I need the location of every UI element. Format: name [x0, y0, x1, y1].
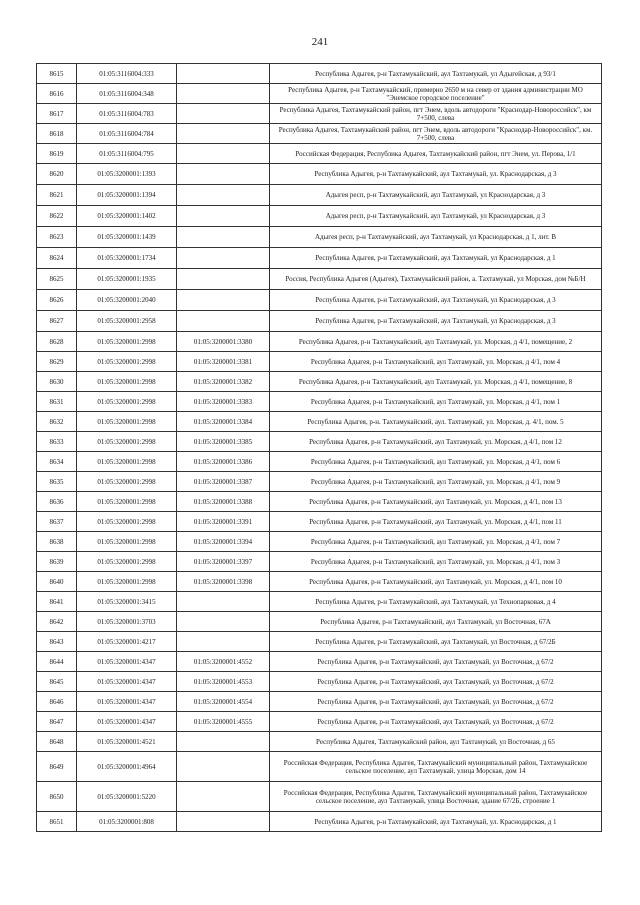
address: Республика Адыгея, р-н Тахтамукайский, аул Тахтамукай, ул. Морская, д 4/1, пом 3: [270, 552, 602, 572]
related-cadastral-number: [177, 248, 270, 269]
address: Адыгея респ, р-н Тахтамукайский, аул Тахтамукай, ул Краснодарская, д 1, лит. В: [270, 227, 602, 248]
table-row: [37, 652, 602, 672]
related-cadastral-number: [177, 612, 270, 632]
related-cadastral-number: [177, 227, 270, 248]
row-number: 8628: [37, 332, 77, 352]
cadastral-number: 01:05:3200001:2998: [77, 512, 177, 532]
address: Республика Адыгея, Тахтамукайский район, пгт Энем, вдоль автодороги "Краснодар-Новороссийск", км 7+500, слева: [270, 104, 602, 124]
address: Республика Адыгея, р-н Тахтамукайский, аул Тахтамукай, ул. Морская, д 4/1, пом 9: [270, 472, 602, 492]
address: Российская Федерация, Республика Адыгея, Тахтамукайский район, пгт Энем, ул. Перова, 1/1: [270, 144, 602, 164]
row-number: 8631: [37, 392, 77, 412]
address: Республика Адыгея, р-н Тахтамукайский, аул Тахтамукай, ул Восточная, д 67/2Б: [270, 632, 602, 652]
registry-table: [36, 63, 602, 832]
table-row: [37, 290, 602, 311]
row-number: 8647: [37, 712, 77, 732]
address: Республика Адыгея, р-н Тахтамукайский, аул Тахтамукай, ул Краснодарская, д 3: [270, 290, 602, 311]
table-row: [37, 712, 602, 732]
row-number: 8643: [37, 632, 77, 652]
related-cadastral-number: [177, 144, 270, 164]
cadastral-number: 01:05:3200001:2998: [77, 532, 177, 552]
address: Республика Адыгея, р-н Тахтамукайский, аул Тахтамукай, ул. Морская, д 4/1, пом 10: [270, 572, 602, 592]
table-row: [37, 144, 602, 164]
address: Российская Федерация, Республика Адыгея, Тахтамукайский муниципальный район, Тахтамукайское сельское поселение, аул Тахтамукай, улица Морская, дом 14: [270, 752, 602, 782]
cadastral-number: 01:05:3200001:2998: [77, 452, 177, 472]
table-row: [37, 632, 602, 652]
related-cadastral-number: [177, 632, 270, 652]
cadastral-number: 01:05:3200001:2998: [77, 432, 177, 452]
address: Республика Адыгея, р-н Тахтамукайский, аул Тахтамукай, ул. Морская, д 4/1, пом 11: [270, 512, 602, 532]
table-row: [37, 352, 602, 372]
address: Республика Адыгея, р-н Тахтамукайский, аул Тахтамукай, ул Восточная, 67А: [270, 612, 602, 632]
table-row: [37, 572, 602, 592]
related-cadastral-number: 01:05:3200001:3386: [177, 452, 270, 472]
address: Республика Адыгея, р-н Тахтамукайский, аул Тахтамукай, ул Технопарковая, д 4: [270, 592, 602, 612]
address: Республика Адыгея, р-н Тахтамукайский, аул Тахтамукай, ул Краснодарская, д 3: [270, 311, 602, 332]
table-row: [37, 732, 602, 752]
row-number: 8636: [37, 492, 77, 512]
row-number: 8623: [37, 227, 77, 248]
table-row: [37, 552, 602, 572]
address: Республика Адыгея, р-н Тахтамукайский, примерно 2650 м на север от здания администрации МО "Энемское городское поселение": [270, 84, 602, 104]
cadastral-number: 01:05:3200001:4347: [77, 712, 177, 732]
cadastral-number: 01:05:3200001:4964: [77, 752, 177, 782]
address: Республика Адыгея, р-н Тахтамукайский, аул Тахтамукай, ул. Морская, д 4/1, пом 12: [270, 432, 602, 452]
row-number: 8635: [37, 472, 77, 492]
address: Республика Адыгея, р-н Тахтамукайский, аул Тахтамукай, ул. Краснодарская, д 1: [270, 812, 602, 832]
table-row: [37, 206, 602, 227]
related-cadastral-number: [177, 782, 270, 812]
table-row: [37, 372, 602, 392]
related-cadastral-number: [177, 164, 270, 185]
table-row: [37, 532, 602, 552]
row-number: 8634: [37, 452, 77, 472]
address: Республика Адыгея, р-н Тахтамукайский, аул Тахтамукай, ул. Морская, д 4/1, пом 6: [270, 452, 602, 472]
related-cadastral-number: [177, 732, 270, 752]
row-number: 8646: [37, 692, 77, 712]
table-row: [37, 164, 602, 185]
related-cadastral-number: [177, 592, 270, 612]
table-row: [37, 692, 602, 712]
address: Республика Адыгея, р-н Тахтамукайский, аул Тахтамукай, ул. Морская, д 4/1, пом 13: [270, 492, 602, 512]
related-cadastral-number: 01:05:3200001:3397: [177, 552, 270, 572]
related-cadastral-number: [177, 290, 270, 311]
table-row: [37, 752, 602, 782]
cadastral-number: 01:05:3200001:1402: [77, 206, 177, 227]
cadastral-number: 01:05:3116004:783: [77, 104, 177, 124]
related-cadastral-number: 01:05:3200001:3388: [177, 492, 270, 512]
row-number: 8633: [37, 432, 77, 452]
cadastral-number: 01:05:3200001:4347: [77, 672, 177, 692]
address: Республика Адыгея, Тахтамукайский район, пгт Энем, вдоль автодороги "Краснодар-Новороссийск", км. 7+500, слева: [270, 124, 602, 144]
row-number: 8642: [37, 612, 77, 632]
table-row: [37, 452, 602, 472]
table-row: [37, 592, 602, 612]
table-row: [37, 269, 602, 290]
row-number: 8640: [37, 572, 77, 592]
address: Республика Адыгея, р-н Тахтамукайский, аул Тахтамукай, ул. Краснодарская, д 3: [270, 164, 602, 185]
cadastral-number: 01:05:3200001:4347: [77, 692, 177, 712]
table-row: [37, 104, 602, 124]
table-row: [37, 512, 602, 532]
related-cadastral-number: [177, 311, 270, 332]
cadastral-number: 01:05:3200001:4347: [77, 652, 177, 672]
related-cadastral-number: [177, 64, 270, 84]
related-cadastral-number: 01:05:3200001:3382: [177, 372, 270, 392]
cadastral-number: 01:05:3116004:333: [77, 64, 177, 84]
row-number: 8648: [37, 732, 77, 752]
related-cadastral-number: 01:05:3200001:3381: [177, 352, 270, 372]
related-cadastral-number: [177, 124, 270, 144]
row-number: 8626: [37, 290, 77, 311]
table-row: [37, 185, 602, 206]
row-number: 8637: [37, 512, 77, 532]
row-number: 8632: [37, 412, 77, 432]
address: Российская Федерация, Республика Адыгея, Тахтамукайский муниципальный район, Тахтамукайское сельское поселение, аул Тахтамукай, улица Восточная, здание 67/2Б, строение 1: [270, 782, 602, 812]
cadastral-number: 01:05:3200001:808: [77, 812, 177, 832]
cadastral-number: 01:05:3200001:1394: [77, 185, 177, 206]
related-cadastral-number: 01:05:3200001:4552: [177, 652, 270, 672]
cadastral-number: 01:05:3116004:795: [77, 144, 177, 164]
related-cadastral-number: [177, 812, 270, 832]
address: Республика Адыгея, р-н Тахтамукайский, аул Тахтамукай, ул. Морская, д 4/1, пом 7: [270, 532, 602, 552]
row-number: 8649: [37, 752, 77, 782]
address: Республика Адыгея, р-н Тахтамукайский, аул Тахтамукай, ул Восточная, д 67/2: [270, 672, 602, 692]
cadastral-number: 01:05:3200001:4217: [77, 632, 177, 652]
related-cadastral-number: 01:05:3200001:3391: [177, 512, 270, 532]
address: Республика Адыгея, р-н Тахтамукайский, аул Тахтамукай, ул. Морская, д 4/1, помещение, 8: [270, 372, 602, 392]
table-row: [37, 392, 602, 412]
address: Республика Адыгея, р-н Тахтамукайский, аул Тахтамукай, ул Восточная, д 67/2: [270, 692, 602, 712]
address: Республика Адыгея, р-н Тахтамукайский, аул Тахтамукай, ул Восточная, д 67/2: [270, 652, 602, 672]
row-number: 8618: [37, 124, 77, 144]
table-row: [37, 412, 602, 432]
related-cadastral-number: 01:05:3200001:3398: [177, 572, 270, 592]
related-cadastral-number: 01:05:3200001:3380: [177, 332, 270, 352]
row-number: 8639: [37, 552, 77, 572]
address: Республика Адыгея, Тахтамукайский район, аул Тахтамукай, ул Восточная, д 65: [270, 732, 602, 752]
row-number: 8616: [37, 84, 77, 104]
cadastral-number: 01:05:3200001:2998: [77, 552, 177, 572]
cadastral-number: 01:05:3116004:348: [77, 84, 177, 104]
row-number: 8617: [37, 104, 77, 124]
table-row: [37, 492, 602, 512]
table-row: [37, 782, 602, 812]
related-cadastral-number: [177, 752, 270, 782]
cadastral-number: 01:05:3200001:2040: [77, 290, 177, 311]
cadastral-number: 01:05:3200001:3415: [77, 592, 177, 612]
address: Республика Адыгея, р-н Тахтамукайский, аул Тахтамукай, ул Восточная, д 67/2: [270, 712, 602, 732]
cadastral-number: 01:05:3200001:3703: [77, 612, 177, 632]
row-number: 8621: [37, 185, 77, 206]
row-number: 8615: [37, 64, 77, 84]
related-cadastral-number: 01:05:3200001:4555: [177, 712, 270, 732]
table-row: [37, 672, 602, 692]
table-row: [37, 311, 602, 332]
address: Адыгея респ, р-н Тахтамукайский, аул Тахтамукай, ул Краснодарская, д 3: [270, 206, 602, 227]
related-cadastral-number: 01:05:3200001:3385: [177, 432, 270, 452]
row-number: 8625: [37, 269, 77, 290]
cadastral-number: 01:05:3200001:1439: [77, 227, 177, 248]
row-number: 8641: [37, 592, 77, 612]
address: Россия, Республика Адыгея (Адыгея), Тахтамукайский район, а. Тахтамукай, ул Морская, дом №Б/Н: [270, 269, 602, 290]
address: Республика Адыгея, р-н Тахтамукайский, аул Тахтамукай, ул. Морская, д 4/1, пом 4: [270, 352, 602, 372]
row-number: 8630: [37, 372, 77, 392]
cadastral-number: 01:05:3200001:2998: [77, 392, 177, 412]
table-row: [37, 124, 602, 144]
table-row: [37, 472, 602, 492]
table-row: [37, 227, 602, 248]
related-cadastral-number: 01:05:3200001:3383: [177, 392, 270, 412]
registry-table-body: [37, 64, 602, 832]
row-number: 8627: [37, 311, 77, 332]
cadastral-number: 01:05:3200001:2998: [77, 572, 177, 592]
related-cadastral-number: 01:05:3200001:3384: [177, 412, 270, 432]
table-row: [37, 812, 602, 832]
cadastral-number: 01:05:3200001:2998: [77, 492, 177, 512]
related-cadastral-number: 01:05:3200001:4553: [177, 672, 270, 692]
row-number: 8620: [37, 164, 77, 185]
row-number: 8645: [37, 672, 77, 692]
table-row: [37, 84, 602, 104]
row-number: 8644: [37, 652, 77, 672]
row-number: 8629: [37, 352, 77, 372]
address: Республика Адыгея, р-н Тахтамукайский, аул Тахтамукай, ул Краснодарская, д 1: [270, 248, 602, 269]
table-row: [37, 332, 602, 352]
related-cadastral-number: [177, 206, 270, 227]
related-cadastral-number: [177, 84, 270, 104]
table-row: [37, 432, 602, 452]
address: Республика Адыгея, р-н Тахтамукайский, аул Тахтамукай, ул. Морская, д 4/1, пом 1: [270, 392, 602, 412]
cadastral-number: 01:05:3200001:2998: [77, 332, 177, 352]
related-cadastral-number: [177, 104, 270, 124]
row-number: 8622: [37, 206, 77, 227]
cadastral-number: 01:05:3116004:784: [77, 124, 177, 144]
cadastral-number: 01:05:3200001:1734: [77, 248, 177, 269]
address: Адыгея респ, р-н Тахтамукайский, аул Тахтамукай, ул Краснодарская, д 3: [270, 185, 602, 206]
table-row: [37, 248, 602, 269]
row-number: 8650: [37, 782, 77, 812]
cadastral-number: 01:05:3200001:1393: [77, 164, 177, 185]
row-number: 8651: [37, 812, 77, 832]
related-cadastral-number: [177, 269, 270, 290]
related-cadastral-number: 01:05:3200001:3387: [177, 472, 270, 492]
page-number: 241: [311, 36, 329, 48]
cadastral-number: 01:05:3200001:2958: [77, 311, 177, 332]
address: Республика Адыгея, р-н Тахтамукайский, аул Тахтамукай, ул Адыгейская, д 93/1: [270, 64, 602, 84]
cadastral-number: 01:05:3200001:2998: [77, 412, 177, 432]
cadastral-number: 01:05:3200001:5220: [77, 782, 177, 812]
row-number: 8624: [37, 248, 77, 269]
cadastral-number: 01:05:3200001:2998: [77, 352, 177, 372]
cadastral-number: 01:05:3200001:2998: [77, 472, 177, 492]
cadastral-number: 01:05:3200001:1935: [77, 269, 177, 290]
related-cadastral-number: 01:05:3200001:4554: [177, 692, 270, 712]
table-row: [37, 64, 602, 84]
table-row: [37, 612, 602, 632]
row-number: 8619: [37, 144, 77, 164]
cadastral-number: 01:05:3200001:2998: [77, 372, 177, 392]
address: Республика Адыгея, р-н. Тахтамукайский, аул. Тахтамукай, ул. Морская, д. 4/1, пом. 5: [270, 412, 602, 432]
address: Республика Адыгея, р-н Тахтамукайский, аул Тахтамукай, ул. Морская, д 4/1, помещение, 2: [270, 332, 602, 352]
related-cadastral-number: [177, 185, 270, 206]
row-number: 8638: [37, 532, 77, 552]
cadastral-number: 01:05:3200001:4521: [77, 732, 177, 752]
related-cadastral-number: 01:05:3200001:3394: [177, 532, 270, 552]
